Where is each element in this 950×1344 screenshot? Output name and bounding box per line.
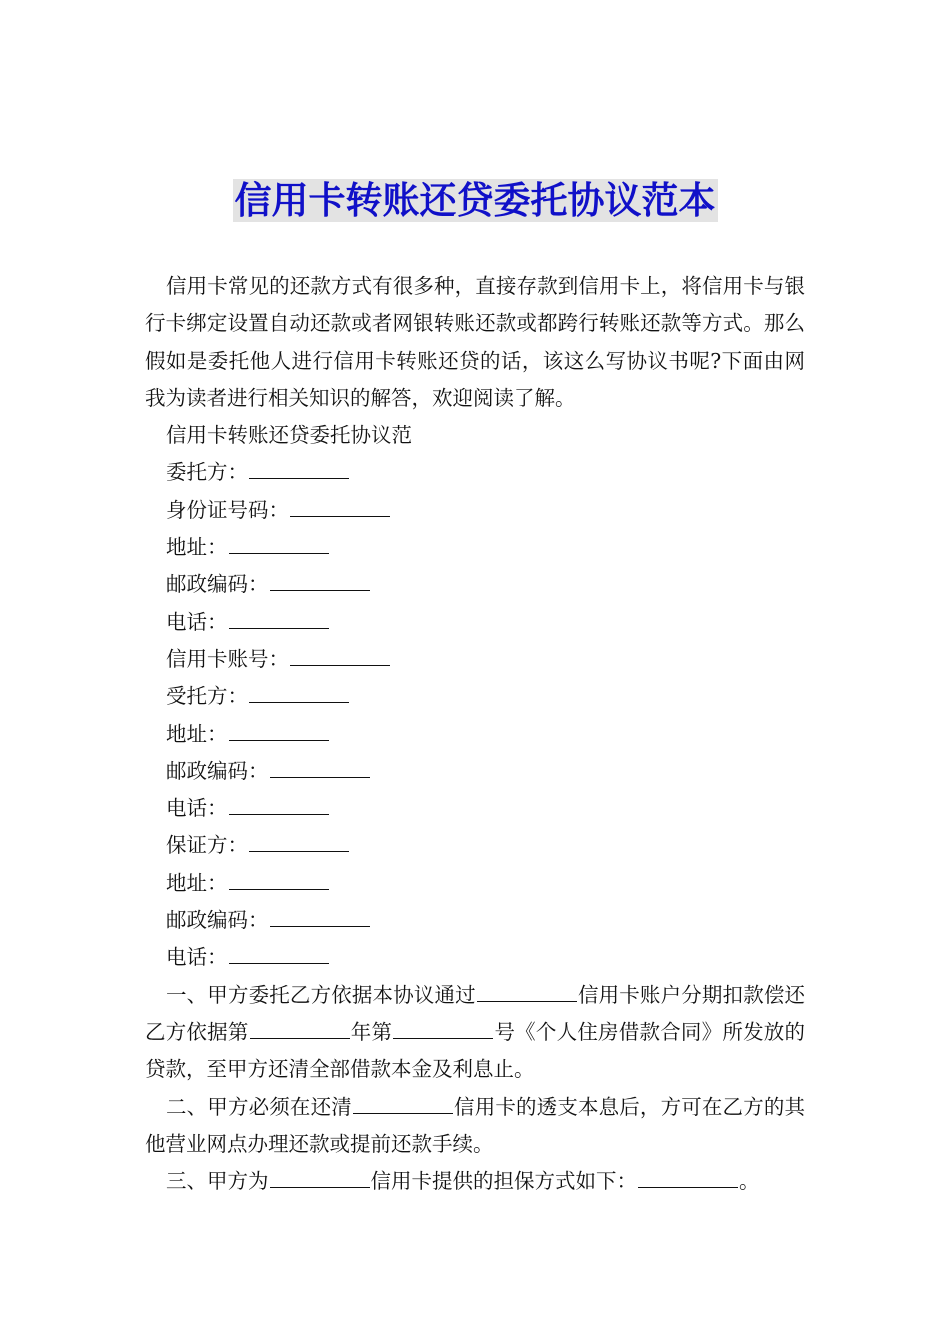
clause-two xyxy=(145,1089,805,1164)
clause-text: 信用卡账户分期扣款偿还乙方依据第 xyxy=(145,982,806,1044)
field-label: 电话： xyxy=(166,609,228,634)
field-label: 邮政编码： xyxy=(166,572,269,597)
party-fields xyxy=(145,454,805,976)
clause-one xyxy=(145,977,805,1089)
fill-blank xyxy=(290,498,390,517)
fill-blank xyxy=(270,759,370,778)
field-address xyxy=(145,865,805,902)
fill-blank xyxy=(477,983,577,1002)
fill-blank xyxy=(353,1095,453,1114)
clause-text: 信用卡提供的担保方式如下： xyxy=(370,1169,637,1194)
field-guarantor xyxy=(145,827,805,864)
fill-blank xyxy=(290,647,390,666)
fill-blank xyxy=(270,908,370,927)
field-postcode xyxy=(145,902,805,939)
field-address xyxy=(145,716,805,753)
field-label: 受托方： xyxy=(166,684,248,709)
field-label: 委托方： xyxy=(166,460,248,485)
clause-text: 号《个人住房借款合同》所发放的贷款，至甲方还清全部借款本金及利息止。 xyxy=(145,1019,806,1082)
field-label: 信用卡账号： xyxy=(166,646,289,671)
fill-blank xyxy=(250,1020,350,1039)
fill-blank xyxy=(249,833,349,852)
title-text: 信用卡转账还贷委托协议范本 xyxy=(234,179,716,222)
document-title xyxy=(0,176,950,226)
intro-paragraph: 信用卡常见的还款方式有很多种，直接存款到信用卡上，将信用卡与银行卡绑定设置自动还款或者网银转账还款或都跨行转账还款等方式。那么假如是委托他人进行信用卡转账还贷的话，该这么写协议书呢?下面由网我为读者进行相关知识的解答，欢迎阅读了解。 xyxy=(145,274,805,410)
fill-blank xyxy=(229,610,329,629)
field-label: 地址： xyxy=(166,721,228,746)
field-label: 保证方： xyxy=(166,833,248,858)
field-phone xyxy=(145,790,805,827)
clause-text: 年第 xyxy=(350,1019,393,1044)
fill-blank xyxy=(229,722,329,741)
field-label: 电话： xyxy=(166,945,228,970)
clause-text: 。 xyxy=(739,1169,760,1194)
fill-blank xyxy=(270,572,370,591)
field-label: 地址： xyxy=(166,870,228,895)
field-postcode xyxy=(145,566,805,603)
fill-blank xyxy=(638,1169,738,1188)
field-phone xyxy=(145,604,805,641)
field-label: 电话： xyxy=(166,796,228,821)
fill-blank xyxy=(229,796,329,815)
clause-text: 信用卡的透支本息后，方可在乙方的其他营业网点办理还款或提前还款手续。 xyxy=(145,1094,806,1156)
field-postcode xyxy=(145,753,805,790)
field-id-number xyxy=(145,492,805,529)
field-address xyxy=(145,529,805,566)
clause-text: 三、甲方为 xyxy=(166,1169,269,1194)
fill-blank xyxy=(393,1020,493,1039)
clause-text: 二、甲方必须在还清 xyxy=(166,1094,352,1119)
field-card-number xyxy=(145,641,805,678)
field-entrusting-party xyxy=(145,454,805,491)
clause-text: 一、甲方委托乙方依据本协议通过 xyxy=(166,982,476,1007)
field-label: 邮政编码： xyxy=(166,758,269,783)
field-trustee xyxy=(145,678,805,715)
agreement-subtitle: 信用卡转账还贷委托协议范 xyxy=(166,423,412,448)
fill-blank xyxy=(229,535,329,554)
fill-blank xyxy=(229,871,329,890)
document-body xyxy=(145,268,805,1200)
fill-blank xyxy=(229,945,329,964)
fill-blank xyxy=(249,684,349,703)
fill-blank xyxy=(249,460,349,479)
clause-three xyxy=(145,1163,805,1200)
field-label: 邮政编码： xyxy=(166,908,269,933)
fill-blank xyxy=(270,1169,370,1188)
field-label: 地址： xyxy=(166,535,228,560)
field-phone xyxy=(145,939,805,976)
field-label: 身份证号码： xyxy=(166,497,289,522)
